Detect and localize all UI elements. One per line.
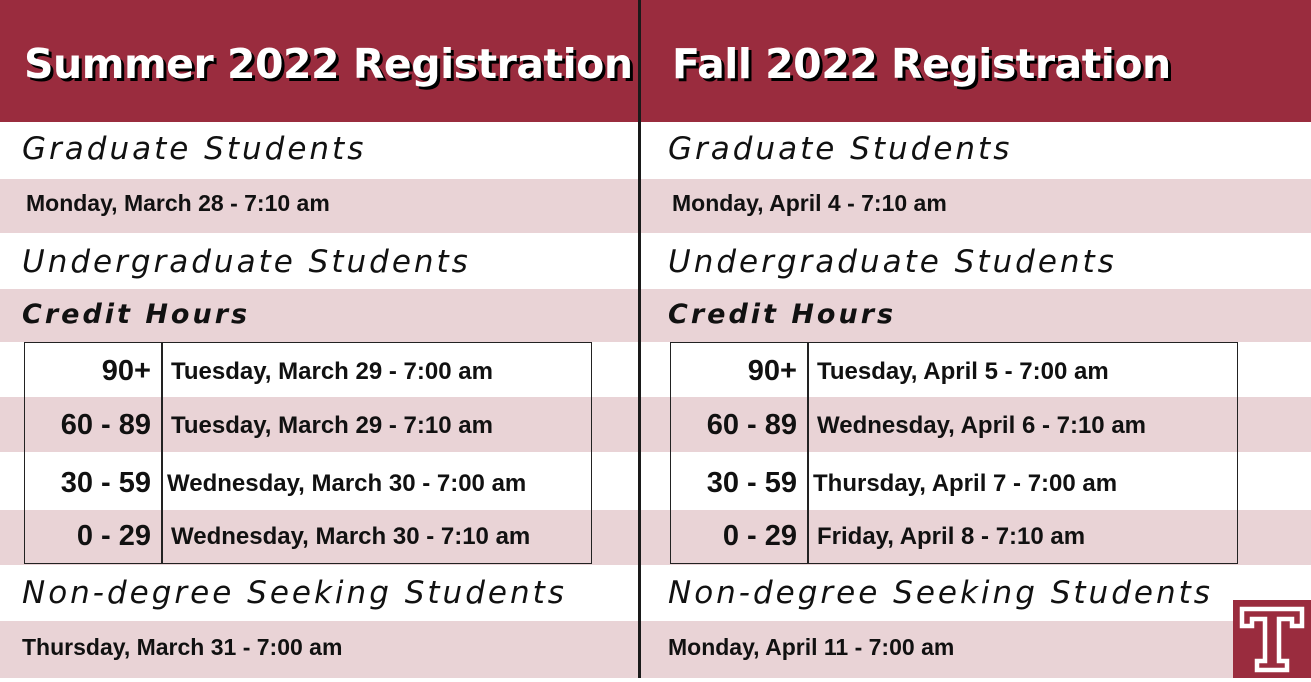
graduate-date: Monday, April 4 - 7:10 am (672, 190, 947, 216)
credit-range: 30 - 59 (60, 467, 151, 499)
registration-date: Friday, April 8 - 7:10 am (817, 523, 1086, 550)
registration-date: Wednesday, March 30 - 7:10 am (171, 523, 531, 550)
undergraduate-label: Undergraduate Students (22, 244, 471, 280)
nondegree-label: Non-degree Seeking Students (22, 575, 567, 611)
nondegree-date: Thursday, March 31 - 7:00 am (22, 634, 343, 660)
credit-hours-table (670, 342, 1238, 564)
nondegree-label: Non-degree Seeking Students (668, 575, 1213, 611)
table-row (25, 398, 591, 453)
table-row (671, 509, 1237, 564)
registration-date: Wednesday, March 30 - 7:00 am (167, 470, 527, 497)
nondegree-date: Monday, April 11 - 7:00 am (668, 634, 955, 660)
summer-title: Summer 2022 Registration (24, 40, 633, 88)
undergraduate-label: Undergraduate Students (668, 244, 1117, 280)
table-row (25, 509, 591, 564)
table-row (25, 344, 591, 399)
credit-hours-label: Credit Hours (22, 299, 251, 330)
credit-range: 0 - 29 (722, 520, 797, 552)
table-row (25, 456, 591, 511)
graduate-label: Graduate Students (22, 131, 367, 167)
fall-title: Fall 2022 Registration (672, 40, 1171, 88)
credit-range: 60 - 89 (60, 409, 151, 441)
graduate-label: Graduate Students (668, 131, 1013, 167)
registration-date: Tuesday, April 5 - 7:00 am (817, 358, 1109, 385)
column-divider (638, 0, 641, 678)
temple-t-logo-icon (1233, 600, 1311, 678)
credit-range: 90+ (101, 355, 151, 387)
table-row (671, 398, 1237, 453)
fall-column (646, 0, 1286, 678)
credit-range: 60 - 89 (706, 409, 797, 441)
credit-hours-table (24, 342, 592, 564)
registration-date: Tuesday, March 29 - 7:10 am (171, 412, 493, 439)
registration-date: Thursday, April 7 - 7:00 am (813, 470, 1118, 497)
table-row (671, 344, 1237, 399)
summer-column (0, 0, 640, 678)
temple-t-logo-icon (1233, 600, 1311, 678)
credit-hours-label: Credit Hours (668, 299, 897, 330)
credit-range: 0 - 29 (76, 520, 151, 552)
credit-range: 30 - 59 (706, 467, 797, 499)
credit-range: 90+ (747, 355, 797, 387)
registration-date: Wednesday, April 6 - 7:10 am (817, 412, 1147, 439)
registration-date: Tuesday, March 29 - 7:00 am (171, 358, 493, 385)
graduate-date: Monday, March 28 - 7:10 am (26, 190, 330, 216)
table-row (671, 456, 1237, 511)
